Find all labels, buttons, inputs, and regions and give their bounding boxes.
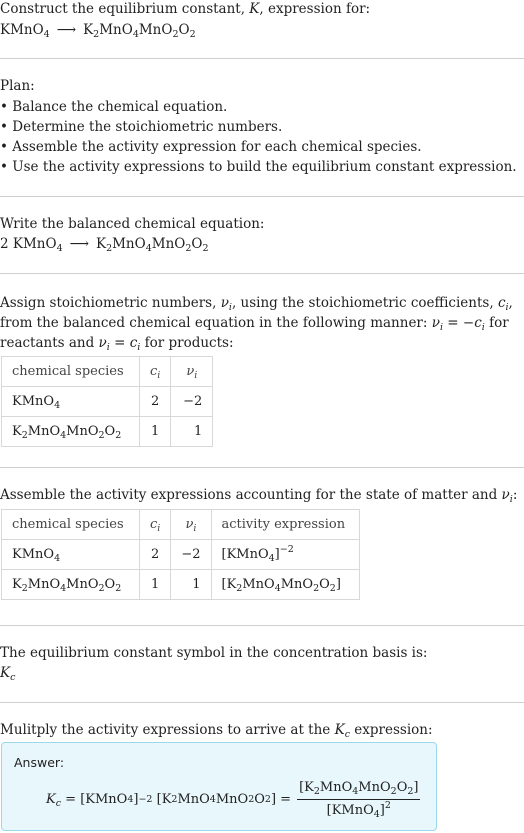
assign-section	[0, 293, 524, 441]
symbol-section	[0, 643, 524, 683]
plan-heading: Plan:	[0, 78, 35, 94]
activity-text: Assemble the activity expressions accounting for the state of matter and $\nu_i$:	[0, 487, 518, 505]
table-header-row	[2, 357, 213, 387]
v-cell: 1	[171, 417, 213, 447]
divider	[0, 702, 524, 703]
intro-reaction: KMnO$_4$ ⟶ $K_2MnO_4MnO_2O_2$	[0, 22, 196, 40]
intro-text-suffix: , expression for:	[259, 1, 371, 17]
divider	[0, 58, 524, 59]
balanced-equation: 2 KMnO$_4$ ⟶ $K_2MnO_4MnO_2O_2$	[0, 236, 209, 254]
multiply-text: Mulitply the activity expressions to arrive at the $K_c$ expression:	[0, 722, 433, 740]
fraction-denominator: [KMnO$_4$]$^2$	[326, 800, 391, 820]
activity-section	[0, 485, 524, 594]
plan-item: • Assemble the activity expression for each chemical species.	[0, 139, 422, 155]
c-cell: 2	[140, 387, 171, 417]
c-cell: 1	[140, 417, 171, 447]
multiply-text-b: expression:	[350, 722, 433, 738]
divider	[0, 625, 524, 626]
fraction-numerator: $[K_2MnO_4MnO_2O_2]$	[297, 779, 420, 800]
column-header: $c_i$	[140, 510, 171, 540]
balanced-section	[0, 214, 524, 254]
species-cell: $K_2MnO_4MnO_2O_2$	[2, 570, 140, 600]
table-row	[2, 540, 360, 570]
assign-text-c: , from the balanced chemical equation in the following manner:	[0, 295, 513, 331]
divider	[0, 196, 524, 197]
c-cell: 2	[140, 540, 171, 570]
assign-text-b: , using the stoichiometric coefficients,	[231, 295, 498, 311]
column-header: activity expression	[211, 510, 359, 540]
v-cell: −2	[171, 540, 211, 570]
table-header-row	[2, 510, 360, 540]
divider	[0, 273, 524, 274]
species-cell: $K_2MnO_4MnO_2O_2$	[2, 417, 140, 447]
symbol-value: $K_c$	[0, 665, 16, 683]
species-cell: KMnO$_4$	[2, 540, 140, 570]
answer-box	[1, 742, 437, 831]
answer-label: Answer:	[14, 755, 65, 770]
k-symbol: K	[0, 665, 11, 681]
divider	[0, 467, 524, 468]
table-row	[2, 387, 213, 417]
plan-item: • Balance the chemical equation.	[0, 99, 228, 115]
answer-fraction	[297, 779, 420, 820]
symbol-text: The equilibrium constant symbol in the concentration basis is:	[0, 645, 428, 661]
plan-item: • Use the activity expressions to build the equilibrium constant expression.	[0, 159, 517, 175]
column-header: chemical species	[2, 510, 140, 540]
table-row	[2, 417, 213, 447]
column-header: $c_i$	[140, 357, 171, 387]
plan-section	[0, 76, 524, 177]
stoich-table	[1, 356, 213, 447]
plan-item: • Determine the stoichiometric numbers.	[0, 119, 283, 135]
assign-text-d: for reactants and	[0, 315, 509, 351]
intro-text: Construct the equilibrium constant,	[0, 1, 250, 17]
answer-equation: $K_c$ = [KMnO 4 ] −2 [K 2 MnO 4 MnO 2 O 2 ] = $\frac{[K_2MnO_4MnO_2O_2]}{[KMnO_4]^2}$	[46, 780, 419, 820]
activity-table	[1, 509, 360, 600]
assign-text-a: Assign stoichiometric numbers,	[0, 295, 221, 311]
column-header: $\nu_i$	[171, 357, 213, 387]
table-row	[2, 570, 360, 600]
v-cell: −2	[171, 387, 213, 417]
c-cell: 1	[140, 570, 171, 600]
multiply-section	[0, 720, 524, 740]
balanced-heading: Write the balanced chemical equation:	[0, 216, 265, 232]
activity-text-main: Assemble the activity expressions accounting for the state of matter and	[0, 487, 502, 503]
assign-text: Assign stoichiometric numbers, $\nu_i$, using the stoichiometric coefficients, $c_i$, from the balanced chemical equation in the following manner: $\nu_i = -c_i$ for reactants and $\nu_i = c_i$ for products:	[0, 295, 513, 353]
v-cell: 1	[171, 570, 211, 600]
expression-cell: $[K_2MnO_4MnO_2O_2]$	[211, 570, 359, 600]
species-cell: KMnO$_4$	[2, 387, 140, 417]
intro-line	[0, 0, 370, 19]
column-header: $\nu_i$	[171, 510, 211, 540]
coefficient: 2	[0, 236, 9, 252]
expression-cell: [KMnO$_4$]$^{-2}$	[211, 540, 359, 570]
assign-text-e: for products:	[140, 335, 234, 351]
k-symbol: K	[249, 1, 260, 17]
column-header: chemical species	[2, 357, 140, 387]
multiply-text-a: Mulitply the activity expressions to arrive at the	[0, 722, 335, 738]
